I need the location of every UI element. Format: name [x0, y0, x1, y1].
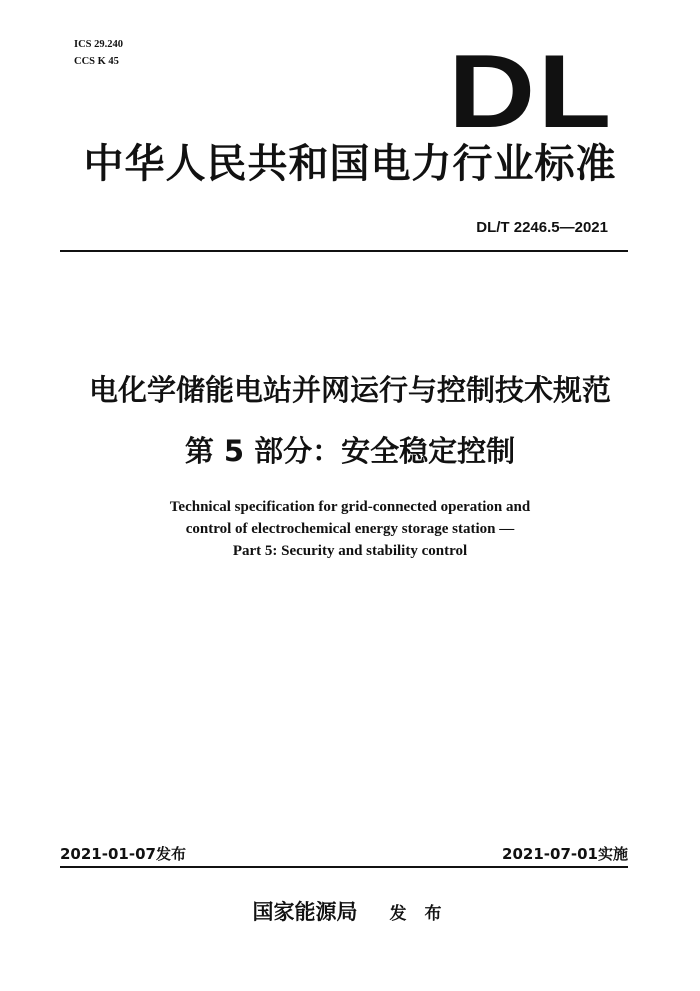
- dl-logo: DL: [448, 34, 614, 150]
- implement-date: 2021-07-01实施: [502, 845, 628, 863]
- industry-standard-heading: 中华人民共和国电力行业标准: [83, 140, 617, 187]
- chinese-title-line-2: 第 5 部分：安全稳定控制: [184, 434, 516, 468]
- publisher-action: 发 布: [389, 904, 448, 924]
- ics-code: ICS 29.240: [74, 39, 124, 50]
- publisher-name: 国家能源局: [252, 899, 358, 924]
- publish-date: 2021-01-07发布: [60, 845, 186, 863]
- chinese-title-line-1: 电化学储能电站并网运行与控制技术规范: [88, 373, 611, 407]
- publisher-line: [0, 898, 700, 928]
- english-title-line-3: Part 5: Security and stability control: [232, 543, 468, 559]
- english-title: [0, 496, 700, 562]
- english-title-line-1: Technical specification for grid-connected operation and: [169, 499, 531, 515]
- english-title-line-2: control of electrochemical energy storage station —: [185, 521, 515, 537]
- footer-divider: [60, 866, 628, 868]
- classification-codes: [74, 36, 123, 70]
- header-divider: [60, 250, 628, 252]
- ccs-code: CCS K 45: [74, 56, 119, 67]
- standard-number: DL/T 2246.5—2021: [476, 219, 608, 236]
